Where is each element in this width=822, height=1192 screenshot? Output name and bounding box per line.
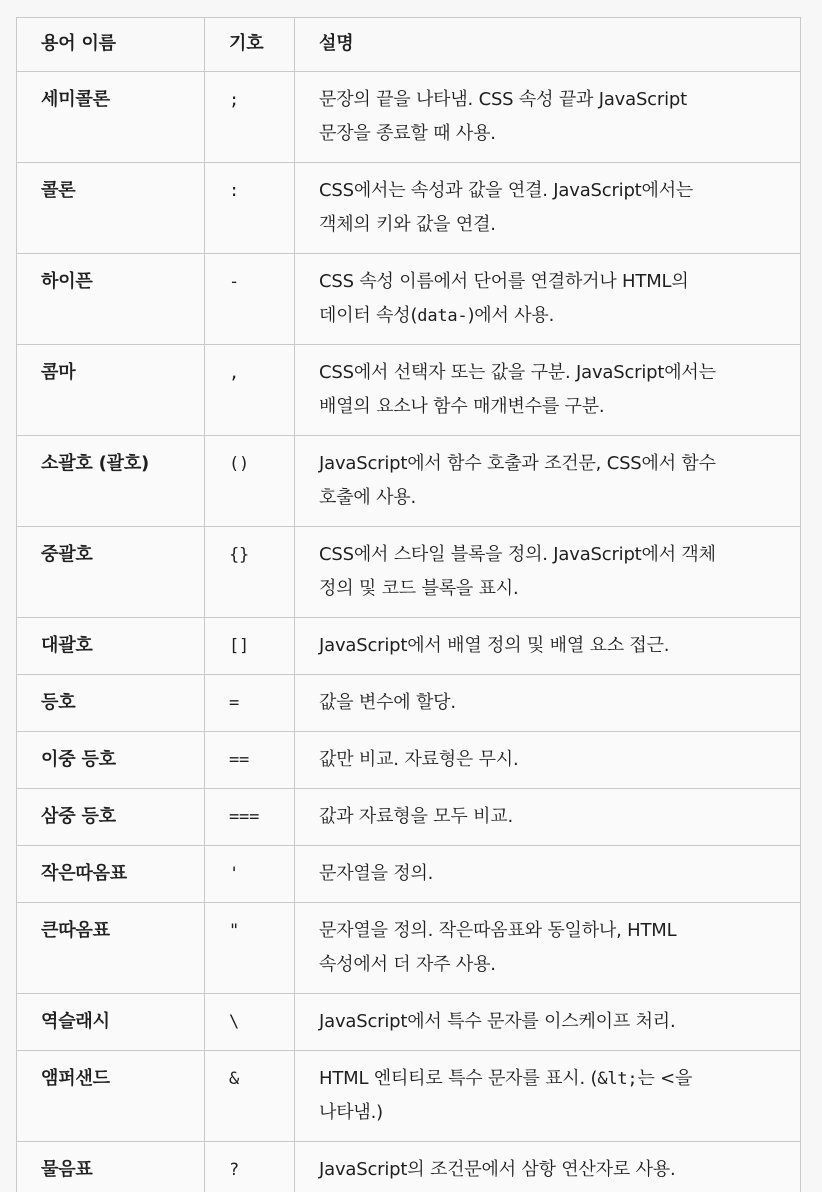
description-line: 문장의 끝을 나타냄. CSS 속성 끝과 JavaScript (319, 83, 786, 117)
table-row (17, 846, 801, 903)
table-row (17, 72, 801, 163)
description-text: 는 <을 (637, 1068, 692, 1089)
term-cell: 중괄호 (17, 527, 205, 618)
table-row (17, 618, 801, 675)
symbol-cell: ' (205, 846, 295, 903)
description-cell (295, 903, 801, 994)
description-cell (295, 675, 801, 732)
glossary-table-container (16, 17, 801, 1192)
description-line (319, 1062, 786, 1096)
description-line: 값만 비교. 자료형은 무시. (319, 743, 786, 777)
symbol-cell: : (205, 163, 295, 254)
description-cell (295, 254, 801, 345)
header-symbol: 기호 (205, 18, 295, 72)
description-line: 배열의 요소나 함수 매개변수를 구분. (319, 390, 786, 424)
description-cell (295, 436, 801, 527)
table-row (17, 345, 801, 436)
term-cell: 콤마 (17, 345, 205, 436)
description-text: 데이터 속성( (319, 305, 417, 326)
symbol-cell: - (205, 254, 295, 345)
symbol-cell: [] (205, 618, 295, 675)
description-line: 값을 변수에 할당. (319, 686, 786, 720)
table-row (17, 675, 801, 732)
symbol-cell: " (205, 903, 295, 994)
description-cell (295, 72, 801, 163)
table-header-row (17, 18, 801, 72)
description-line: JavaScript에서 함수 호출과 조건문, CSS에서 함수 (319, 447, 786, 481)
description-line: CSS 속성 이름에서 단어를 연결하거나 HTML의 (319, 265, 786, 299)
term-cell: 앰퍼샌드 (17, 1051, 205, 1142)
symbol-cell: == (205, 732, 295, 789)
table-row (17, 254, 801, 345)
description-line: 나타냄.) (319, 1096, 786, 1130)
description-cell (295, 345, 801, 436)
term-cell: 삼중 등호 (17, 789, 205, 846)
table-row (17, 903, 801, 994)
term-cell: 역슬래시 (17, 994, 205, 1051)
inline-code: &lt; (597, 1069, 637, 1089)
description-line: JavaScript의 조건문에서 삼항 연산자로 사용. (319, 1153, 786, 1187)
table-row (17, 1142, 801, 1192)
description-cell (295, 994, 801, 1051)
term-cell: 큰따옴표 (17, 903, 205, 994)
description-text: HTML 엔티티로 특수 문자를 표시. ( (319, 1068, 597, 1089)
table-row (17, 163, 801, 254)
symbol-glossary-table (16, 17, 801, 1192)
description-line: 속성에서 더 자주 사용. (319, 948, 786, 982)
term-cell: 하이픈 (17, 254, 205, 345)
description-line: 값과 자료형을 모두 비교. (319, 800, 786, 834)
description-cell (295, 846, 801, 903)
symbol-cell: \ (205, 994, 295, 1051)
table-row (17, 789, 801, 846)
description-line: CSS에서 선택자 또는 값을 구분. JavaScript에서는 (319, 356, 786, 390)
table-row (17, 994, 801, 1051)
term-cell: 대괄호 (17, 618, 205, 675)
header-description: 설명 (295, 18, 801, 72)
term-cell: 이중 등호 (17, 732, 205, 789)
term-cell: 등호 (17, 675, 205, 732)
table-row (17, 1051, 801, 1142)
table-row (17, 732, 801, 789)
description-line: 문자열을 정의. (319, 857, 786, 891)
description-line: JavaScript에서 특수 문자를 이스케이프 처리. (319, 1005, 786, 1039)
term-cell: 소괄호 (괄호) (17, 436, 205, 527)
description-cell (295, 1142, 801, 1192)
description-cell (295, 789, 801, 846)
description-cell (295, 163, 801, 254)
term-cell: 세미콜론 (17, 72, 205, 163)
description-line: 문자열을 정의. 작은따옴표와 동일하나, HTML (319, 914, 786, 948)
symbol-cell: , (205, 345, 295, 436)
description-line: 객체의 키와 값을 연결. (319, 208, 786, 242)
inline-code: data- (417, 306, 467, 326)
symbol-cell: & (205, 1051, 295, 1142)
description-cell (295, 527, 801, 618)
description-line: CSS에서 스타일 블록을 정의. JavaScript에서 객체 (319, 538, 786, 572)
header-term-name: 용어 이름 (17, 18, 205, 72)
symbol-cell: = (205, 675, 295, 732)
symbol-cell: () (205, 436, 295, 527)
description-line: 호출에 사용. (319, 481, 786, 515)
symbol-cell: ; (205, 72, 295, 163)
term-cell: 작은따옴표 (17, 846, 205, 903)
table-row (17, 436, 801, 527)
description-cell (295, 618, 801, 675)
symbol-cell: ? (205, 1142, 295, 1192)
symbol-cell: {} (205, 527, 295, 618)
term-cell: 콜론 (17, 163, 205, 254)
description-cell (295, 732, 801, 789)
description-cell (295, 1051, 801, 1142)
term-cell: 물음표 (17, 1142, 205, 1192)
symbol-cell: === (205, 789, 295, 846)
description-line: 정의 및 코드 블록을 표시. (319, 572, 786, 606)
description-line: JavaScript에서 배열 정의 및 배열 요소 접근. (319, 629, 786, 663)
description-text: )에서 사용. (467, 305, 554, 326)
description-line: 문장을 종료할 때 사용. (319, 117, 786, 151)
description-line: CSS에서는 속성과 값을 연결. JavaScript에서는 (319, 174, 786, 208)
table-row (17, 527, 801, 618)
description-line (319, 299, 786, 333)
